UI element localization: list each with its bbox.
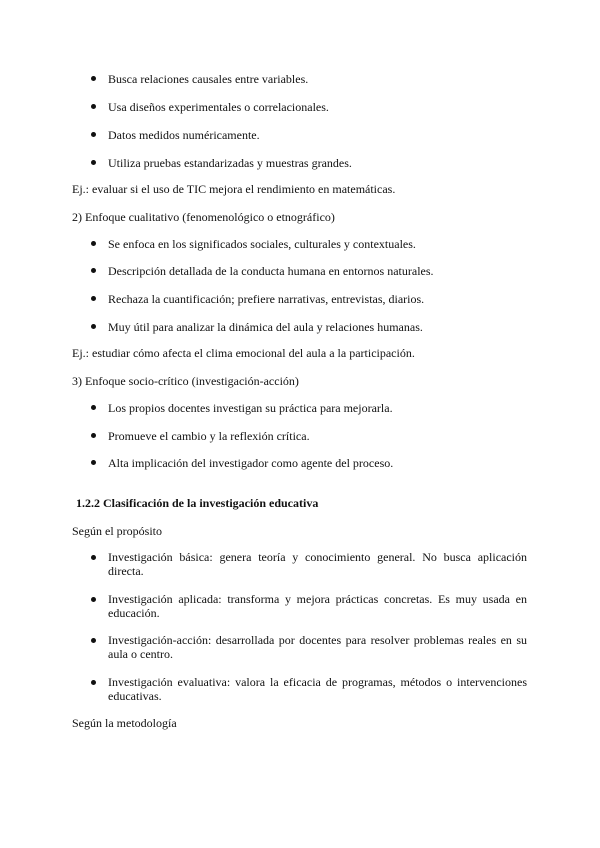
section-heading: 1.2.2 Clasificación de la investigación educativa bbox=[76, 496, 319, 510]
list-item: Descripción detallada de la conducta humana en entornos naturales. bbox=[108, 264, 434, 278]
bullet-dot bbox=[91, 132, 96, 137]
bullet-dot bbox=[91, 296, 96, 301]
subsection-title: Según el propósito bbox=[72, 524, 162, 538]
bullet-dot bbox=[91, 268, 96, 273]
bullet-dot bbox=[91, 76, 96, 81]
list-item: Promueve el cambio y la reflexión crítica. bbox=[108, 429, 310, 443]
list-item: Datos medidos numéricamente. bbox=[108, 128, 260, 142]
list-item: Investigación evaluativa: valora la eficacia de programas, métodos o intervenciones educativas. bbox=[108, 675, 527, 703]
subsection-title: Según la metodología bbox=[72, 716, 177, 730]
example-text: Ej.: evaluar si el uso de TIC mejora el rendimiento en matemáticas. bbox=[72, 182, 396, 196]
bullet-dot bbox=[91, 241, 96, 246]
approach-title: 2) Enfoque cualitativo (fenomenológico o etnográfico) bbox=[72, 210, 335, 224]
list-item: Los propios docentes investigan su práctica para mejorarla. bbox=[108, 401, 393, 415]
list-item: Rechaza la cuantificación; prefiere narrativas, entrevistas, diarios. bbox=[108, 292, 425, 306]
list-item: Se enfoca en los significados sociales, culturales y contextuales. bbox=[108, 237, 416, 251]
list-item: Usa diseños experimentales o correlacionales. bbox=[108, 100, 329, 114]
list-item: Muy útil para analizar la dinámica del aula y relaciones humanas. bbox=[108, 320, 423, 334]
bullet-dot bbox=[91, 460, 96, 465]
list-item: Busca relaciones causales entre variables. bbox=[108, 72, 309, 86]
bullet-dot bbox=[91, 433, 96, 438]
bullet-dot bbox=[91, 555, 96, 560]
bullet-dot bbox=[91, 104, 96, 109]
bullet-dot bbox=[91, 160, 96, 165]
bullet-dot bbox=[91, 597, 96, 602]
bullet-dot bbox=[91, 680, 96, 685]
bullet-dot bbox=[91, 405, 96, 410]
list-item: Alta implicación del investigador como agente del proceso. bbox=[108, 456, 394, 470]
list-item: Investigación básica: genera teoría y conocimiento general. No busca aplicación directa. bbox=[108, 550, 527, 578]
list-item: Investigación-acción: desarrollada por docentes para resolver problemas reales en su aula o centro. bbox=[108, 633, 527, 661]
approach-title: 3) Enfoque socio-crítico (investigación-acción) bbox=[72, 374, 299, 388]
list-item: Investigación aplicada: transforma y mejora prácticas concretas. Es muy usada en educación. bbox=[108, 592, 527, 620]
list-item: Utiliza pruebas estandarizadas y muestras grandes. bbox=[108, 156, 352, 170]
example-text: Ej.: estudiar cómo afecta el clima emocional del aula a la participación. bbox=[72, 346, 415, 360]
bullet-dot bbox=[91, 638, 96, 643]
bullet-dot bbox=[91, 324, 96, 329]
